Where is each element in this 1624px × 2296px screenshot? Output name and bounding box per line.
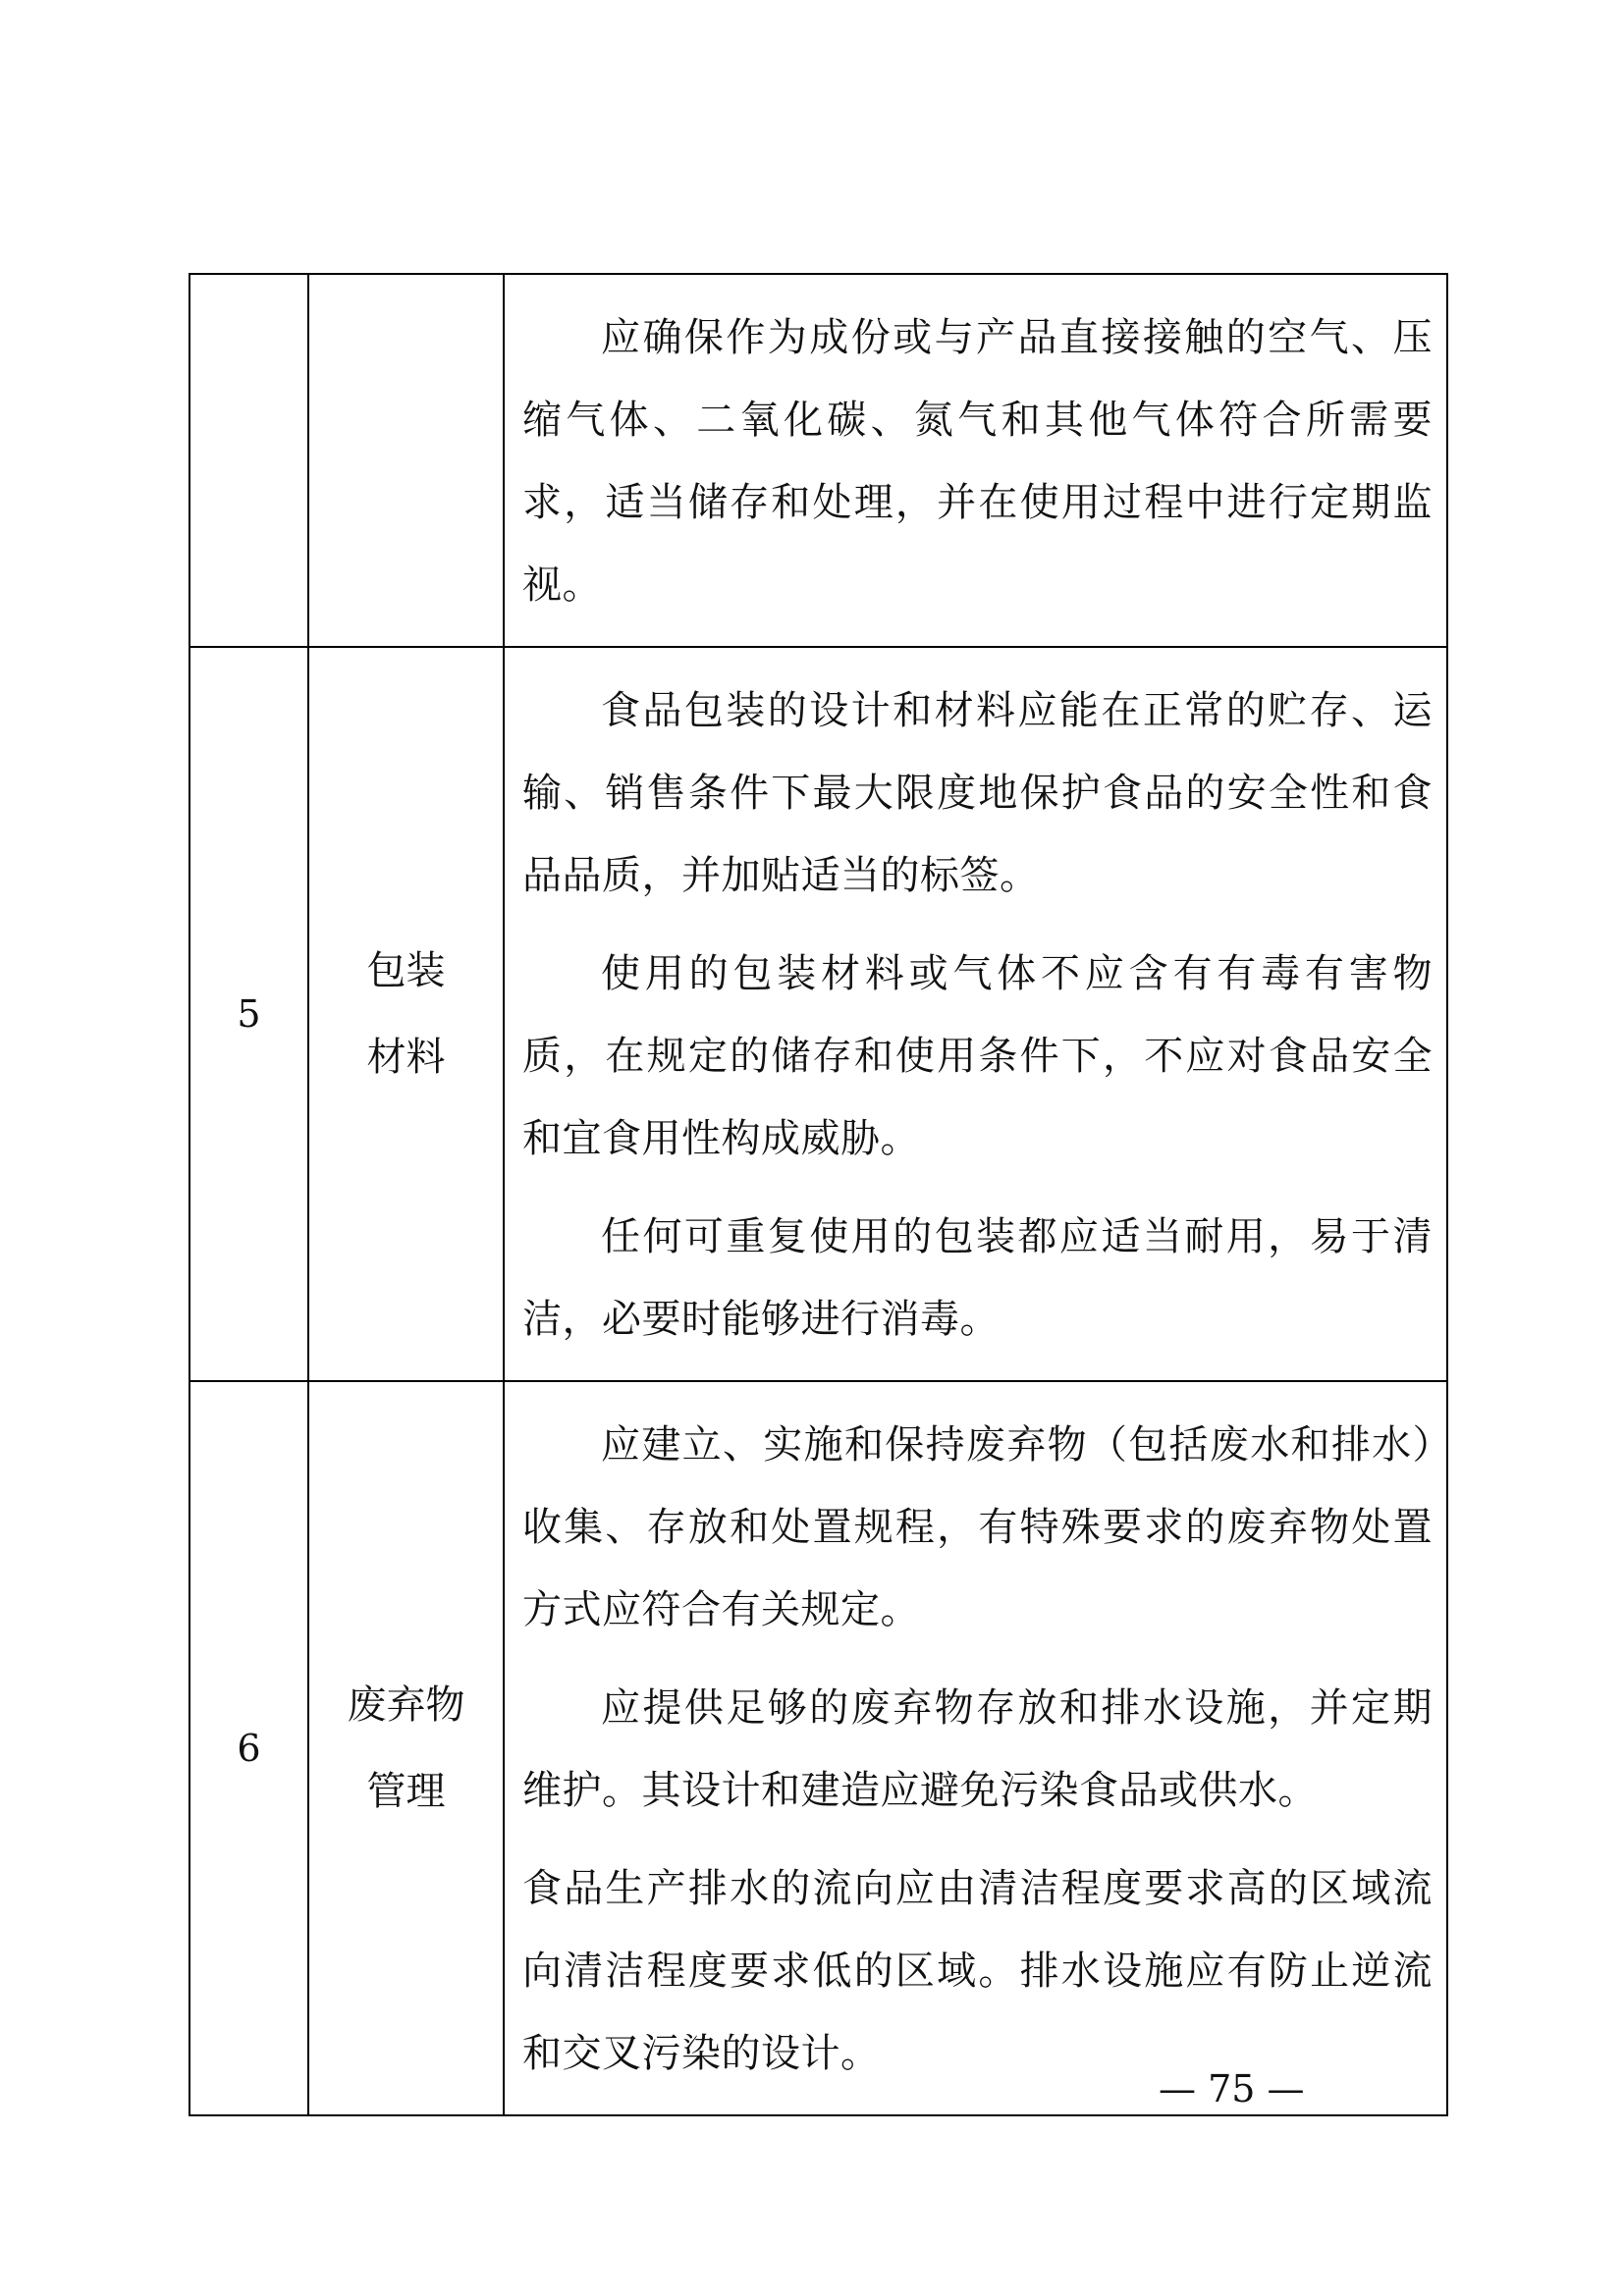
- row-category: [308, 274, 504, 647]
- table-row: [189, 647, 1447, 1381]
- row-number: 5: [189, 647, 308, 1381]
- content-paragraph: 食品包装的设计和材料应能在正常的贮存、运输、销售条件下最大限度地保护食品的安全性和食品品质，并加贴适当的标签。: [522, 688, 1433, 898]
- content-paragraph: 食品生产排水的流向应由清洁程度要求高的区域流向清洁程度要求低的区域。排水设施应有防止逆流和交叉污染的设计。: [522, 1866, 1433, 2076]
- requirements-table: [189, 273, 1448, 2116]
- content-paragraph: 应确保作为成份或与产品直接接触的空气、压缩气体、二氧化碳、氮气和其他气体符合所需要求，适当储存和处理，并在使用过程中进行定期监视。: [522, 315, 1433, 608]
- content-paragraph: 应提供足够的废弃物存放和排水设施，并定期维护。其设计和建造应避免污染食品或供水。: [522, 1685, 1433, 1813]
- row-content: [504, 1381, 1447, 2115]
- category-line: 废弃物: [347, 1682, 465, 1728]
- category-line: 包装: [366, 948, 446, 993]
- category-line: 材料: [366, 1035, 446, 1080]
- page-number: — 75 —: [1159, 2067, 1305, 2110]
- row-category: [308, 647, 504, 1381]
- row-number: 6: [189, 1381, 308, 2115]
- category-line: 管理: [366, 1769, 446, 1814]
- row-number: [189, 274, 308, 647]
- table-row: [189, 1381, 1447, 2115]
- row-category: [308, 1381, 504, 2115]
- row-content: [504, 274, 1447, 647]
- content-paragraph: 使用的包装材料或气体不应含有有毒有害物质，在规定的储存和使用条件下，不应对食品安全和宜食用性构成威胁。: [522, 951, 1433, 1161]
- table-row: [189, 274, 1447, 647]
- row-content: [504, 647, 1447, 1381]
- content-paragraph: 应建立、实施和保持废弃物（包括废水和排水）收集、存放和处置规程，有特殊要求的废弃物处置方式应符合有关规定。: [522, 1422, 1433, 1632]
- content-paragraph: 任何可重复使用的包装都应适当耐用，易于清洁，必要时能够进行消毒。: [522, 1214, 1433, 1342]
